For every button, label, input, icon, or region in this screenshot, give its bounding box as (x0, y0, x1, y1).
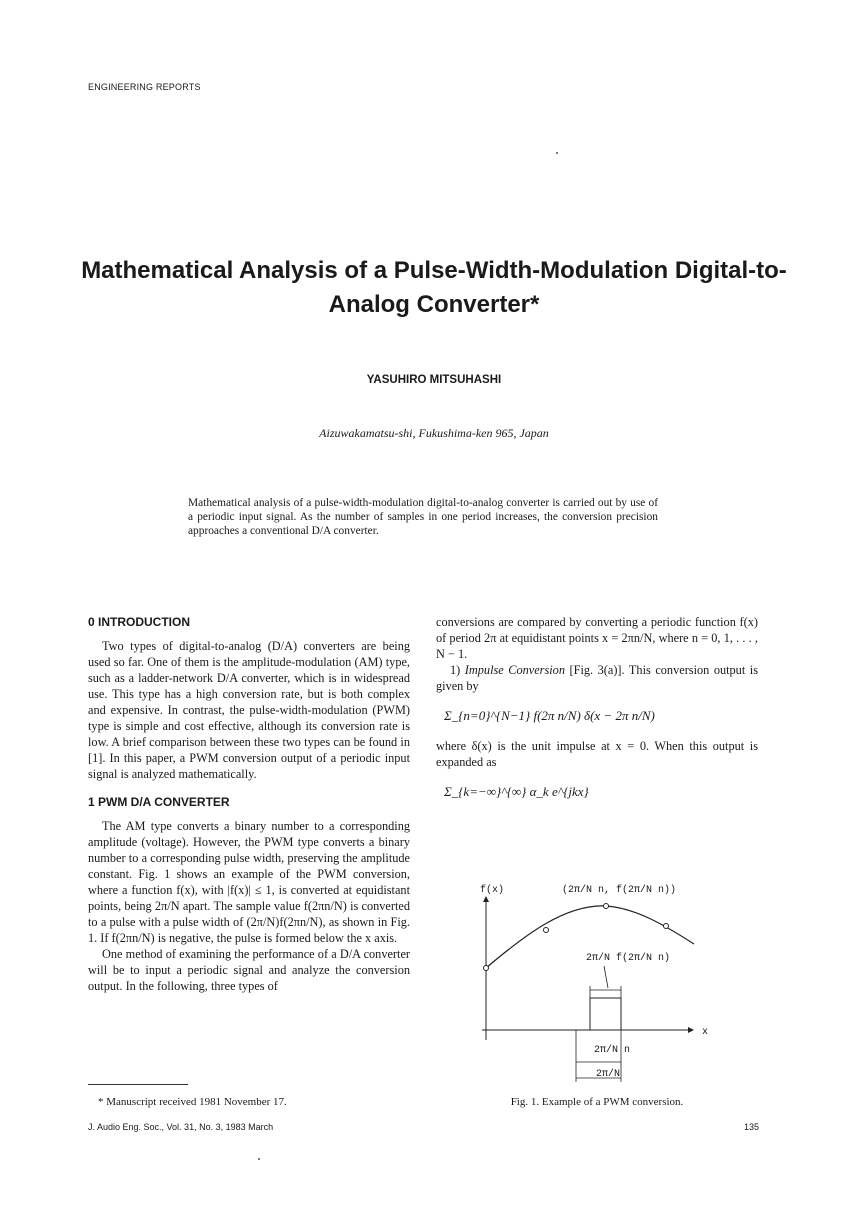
fig-label-point: (2π/N n, f(2π/N n)) (562, 885, 677, 896)
item-prefix: 1) (450, 663, 465, 677)
affiliation: Aizuwakamatsu-shi, Fukushima-ken 965, Japan (319, 426, 549, 440)
fig-sample-point (484, 966, 489, 971)
scan-speck (258, 1158, 260, 1160)
paper-title: Mathematical Analysis of a Pulse-Width-Modulation Digital-to-Analog Converter* (81, 257, 787, 318)
fig-y-arrow (483, 896, 489, 902)
fig-label-position: 2π/N n (594, 1045, 631, 1056)
figure-caption: Fig. 1. Example of a PWM conversion. (510, 1096, 684, 1108)
pwm-paragraph-1: The AM type converts a binary number to a corresponding amplitude (voltage). However, the PWM type converts a binary number to a corresponding pulse width, preserving the amplitude constant. Fig. 1 shows an example of the PWM conversion, where a function f(x), with |f(x)| ≤ 1, is converted at equidistant points, being 2π/N apart. The sample value f(2πn/N) is converted to a pulse with a pulse width of (2π/N)f(2πn/N), as shown in Fig. 1. If f(2πn/N) is negative, the pulse is formed below the x axis. (88, 819, 410, 945)
journal-citation: J. Audio Eng. Soc., Vol. 31, No. 3, 1983 March (88, 1122, 274, 1132)
section-0-heading: 0 INTRODUCTION (88, 615, 190, 629)
fig-label-x: x (702, 1027, 709, 1038)
left-column (88, 614, 410, 994)
pwm-paragraph-2: One method of examining the performance of a D/A converter will be to input a periodic signal and analyze the conversion output. In the following, three types of (88, 947, 410, 993)
right-column (436, 614, 758, 800)
fig-sample-point (664, 924, 669, 929)
fig-sample-point (544, 928, 549, 933)
fig-label-spacing: 2π/N (596, 1069, 621, 1080)
fig-label-fx: f(x) (480, 885, 505, 896)
impulse-item (436, 662, 758, 694)
fig-x-arrow (688, 1027, 694, 1033)
fig-sample-point (604, 904, 609, 909)
section-1-heading: 1 PWM D/A CONVERTER (88, 795, 230, 809)
item-title: Impulse Conversion (464, 663, 565, 677)
scan-speck (556, 152, 558, 154)
fig-width-leader (604, 966, 608, 988)
after-equation-paragraph: where δ(x) is the unit impulse at x = 0. When this output is expanded as (436, 739, 758, 769)
right-continued-paragraph: conversions are compared by converting a periodic function f(x) of period 2π at equidistant points x = 2πn/N, where n = 0, 1, . . . , N − 1. (436, 615, 758, 661)
figure-1 (436, 870, 758, 1088)
footnote: * Manuscript received 1981 November 17. (98, 1096, 287, 1108)
footnote-rule (88, 1084, 188, 1085)
fig-pulse (576, 998, 621, 1030)
author: YASUHIRO MITSUHASHI (366, 374, 502, 386)
abstract: Mathematical analysis of a pulse-width-modulation digital-to-analog converter is carried out by use of a periodic input signal. As the number of samples in one period increases, the conversion precision approaches a conventional D/A converter. (188, 497, 658, 537)
intro-paragraph: Two types of digital-to-analog (D/A) converters are being used so far. One of them is the amplitude-modulation (AM) type, such as a ladder-network D/A converter, which is in widespread use. This type has a high conversion rate, but is both complex and expensive. In contrast, the pulse-width-modulation (PWM) type is simple and cost effective, although its conversion rate is low. A brief comparison between these two types can be found in [1]. In this paper, a PWM conversion output of a periodic input signal is analyzed mathematically. (88, 639, 410, 781)
equation-1: Σ_{n=0}^{N−1} f(2π n/N) δ(x − 2π n/N) (444, 708, 655, 723)
fig-label-width: 2π/N f(2π/N n) (586, 953, 671, 964)
page-number: 135 (744, 1122, 760, 1132)
item-rest: [Fig. 3(a)]. This conversion output is given by (436, 663, 758, 693)
running-header: ENGINEERING REPORTS (88, 82, 201, 92)
equation-2: Σ_{k=−∞}^{∞} α_k e^{jkx} (444, 784, 589, 799)
